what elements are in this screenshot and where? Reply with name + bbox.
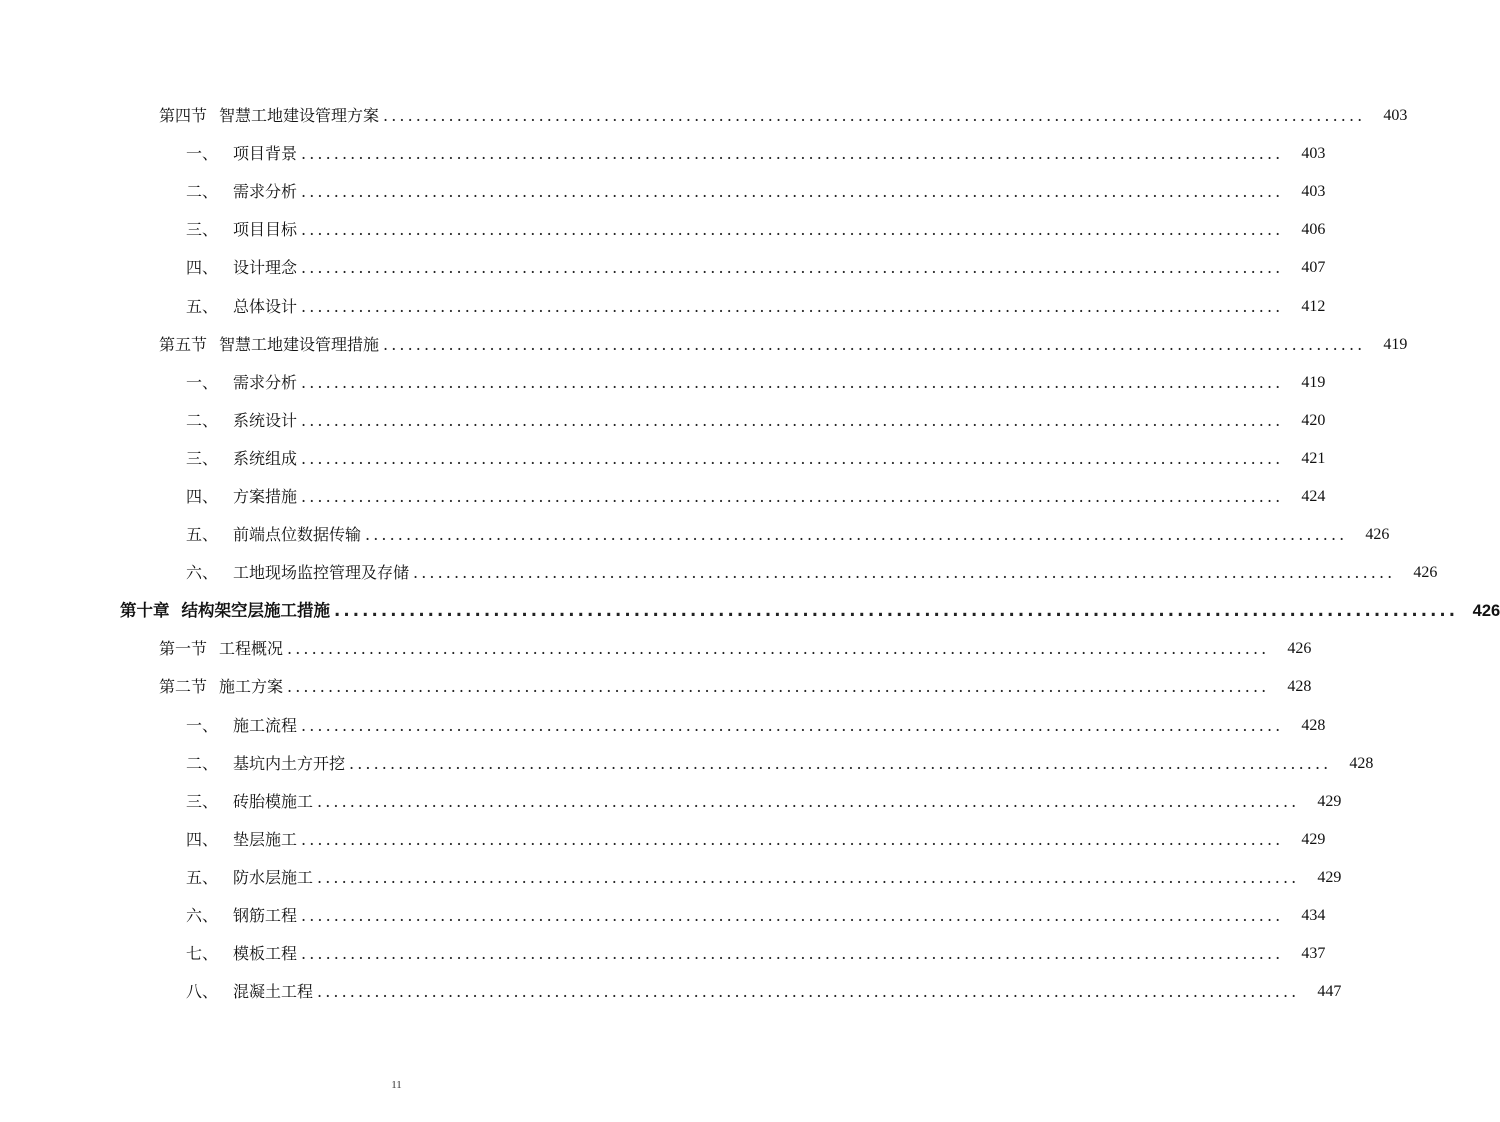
toc-entry-item[interactable]	[0, 897, 1326, 935]
dot-leader: ........................................................................................................................	[349, 753, 1332, 773]
toc-entry-title: 砖胎模施工	[233, 791, 314, 811]
toc-entry-item[interactable]	[0, 211, 1326, 249]
toc-entry-number: 一、	[186, 715, 219, 735]
toc-entry-title: 系统设计	[233, 410, 298, 430]
toc-entry-number: 五、	[186, 867, 219, 887]
toc-entry-label	[159, 108, 379, 124]
toc-entry-item[interactable]	[0, 440, 1326, 478]
toc-entry-item[interactable]	[0, 135, 1326, 173]
toc-entry-page: 429	[1317, 868, 1342, 886]
dot-leader: ........................................................................................................................	[301, 258, 1284, 278]
toc-entry-item[interactable]	[0, 287, 1326, 325]
toc-entry-title: 基坑内土方开挖	[233, 753, 346, 773]
toc-entry-title: 系统组成	[233, 448, 298, 468]
toc-entry-label	[186, 184, 297, 200]
toc-entry-label	[186, 448, 298, 468]
toc-entry-number: 六、	[186, 906, 219, 926]
dot-leader: ........................................................................................................................	[301, 220, 1284, 240]
toc-entry-item[interactable]	[0, 402, 1326, 440]
toc-entry-number: 一、	[186, 144, 219, 164]
toc-entry-title: 方案措施	[233, 486, 298, 506]
page-number: 11	[391, 1079, 402, 1091]
toc-entry-label	[186, 565, 409, 581]
toc-entry-label	[186, 486, 298, 506]
toc-entry-number: 三、	[186, 448, 219, 468]
toc-entry-item[interactable]	[0, 783, 1342, 821]
toc-entry-title: 施工方案	[219, 677, 284, 697]
dot-leader: ........................................................................................................................	[383, 334, 1366, 354]
toc-entry-label	[186, 829, 298, 849]
toc-entry-title: 智慧工地建设管理方案	[219, 106, 380, 126]
dot-leader: ........................................................................................................................	[365, 525, 1348, 545]
toc-entry-page: 437	[1301, 945, 1326, 963]
toc-entry-page: 428	[1287, 678, 1312, 696]
dot-leader: ........................................................................................................................	[301, 372, 1284, 392]
dot-leader: ........................................................................................................................	[301, 906, 1284, 926]
toc-entry-number: 一、	[186, 372, 219, 392]
toc-entry-label	[186, 146, 297, 162]
toc-entry-section[interactable]	[0, 668, 1312, 706]
dot-leader: ........................................................................................................................	[301, 144, 1284, 164]
dot-leader: ........................................................................................................................	[287, 639, 1270, 659]
toc-entry-label	[186, 946, 297, 962]
toc-entry-label	[186, 791, 314, 811]
toc-entry-page: 428	[1349, 754, 1374, 772]
toc-entry-page: 426	[1472, 602, 1500, 621]
toc-entry-item[interactable]	[0, 821, 1326, 859]
toc-entry-label	[186, 984, 313, 1000]
toc-entry-title: 智慧工地建设管理措施	[219, 334, 380, 354]
toc-entry-title: 钢筋工程	[233, 906, 298, 926]
toc-entry-title: 施工流程	[233, 715, 298, 735]
toc-entry-item[interactable]	[0, 935, 1326, 973]
toc-entry-item[interactable]	[0, 859, 1342, 897]
toc-entry-number: 四、	[186, 258, 219, 278]
toc-entry-title: 前端点位数据传输	[233, 525, 362, 545]
dot-leader: ........................................................................................................................	[301, 182, 1284, 202]
toc-entry-label	[120, 603, 330, 620]
toc-entry-label	[186, 908, 297, 924]
toc-entry-page: 419	[1383, 335, 1408, 353]
toc-entry-page: 421	[1301, 449, 1326, 467]
toc-entry-number: 二、	[186, 753, 219, 773]
toc-entry-number: 三、	[186, 791, 219, 811]
toc-entry-title: 模板工程	[233, 944, 298, 964]
toc-entry-number: 五、	[186, 296, 219, 316]
toc-entry-page: 406	[1301, 221, 1326, 239]
dot-leader: ........................................................................................................................	[301, 296, 1284, 316]
toc-entry-item[interactable]	[0, 707, 1326, 745]
toc-entry-item[interactable]	[0, 173, 1326, 211]
toc-entry-label	[186, 296, 298, 316]
dot-leader: ........................................................................................................................	[301, 944, 1284, 964]
dot-leader: ........................................................................................................................	[301, 410, 1284, 430]
toc-entry-number: 四、	[186, 486, 219, 506]
toc-entry-title: 总体设计	[233, 296, 298, 316]
toc-entry-page: 403	[1383, 107, 1408, 125]
toc-entry-title: 垫层施工	[233, 829, 298, 849]
toc-entry-label	[159, 679, 283, 695]
toc-entry-label	[159, 641, 283, 657]
toc-entry-number: 六、	[186, 563, 219, 583]
toc-entry-title: 防水层施工	[233, 867, 314, 887]
dot-leader: ........................................................................................................................	[301, 715, 1284, 735]
toc-entry-number: 三、	[186, 220, 219, 240]
dot-leader: ........................................................................................................................	[301, 486, 1284, 506]
toc-entry-chapter[interactable]	[0, 592, 1500, 630]
toc-entry-item[interactable]	[0, 516, 1390, 554]
toc-entry-number: 第一节	[159, 639, 208, 659]
toc-entry-label	[186, 527, 361, 543]
toc-entry-item[interactable]	[0, 478, 1326, 516]
toc-entry-label	[186, 372, 298, 392]
dot-leader: ........................................................................................................................	[287, 677, 1270, 697]
dot-leader: ........................................................................................................................	[301, 448, 1284, 468]
toc-entry-item[interactable]	[0, 249, 1326, 287]
toc-entry-page: 412	[1301, 297, 1326, 315]
toc-entry-number: 第五节	[159, 334, 208, 354]
toc-entry-number: 五、	[186, 525, 219, 545]
toc-entry-title: 设计理念	[233, 258, 298, 278]
toc-entry-label	[186, 715, 298, 735]
toc-entry-item[interactable]	[0, 554, 1438, 592]
toc-entry-label	[159, 334, 380, 354]
toc-entry-label	[186, 260, 297, 276]
toc-entry-number: 二、	[186, 182, 219, 202]
toc-entry-title: 需求分析	[233, 182, 298, 202]
toc-entry-title: 需求分析	[233, 372, 298, 392]
toc-entry-title: 项目目标	[233, 220, 298, 240]
toc-entry-page: 403	[1301, 145, 1326, 163]
toc-entry-label	[186, 410, 298, 430]
dot-leader: ........................................................................................................................	[413, 563, 1396, 583]
toc-entry-label	[186, 753, 346, 773]
toc-entry-title: 项目背景	[233, 144, 298, 164]
toc-entry-title: 混凝土工程	[233, 982, 314, 1002]
toc-entry-section[interactable]	[0, 326, 1408, 364]
dot-leader: ........................................................................................................................	[383, 106, 1366, 126]
dot-leader: ........................................................................................................................	[317, 791, 1300, 811]
toc-entry-page: 424	[1301, 487, 1326, 505]
toc-entry-number: 第二节	[159, 677, 208, 697]
toc-entry-number: 第十章	[120, 601, 170, 621]
toc-entry-label	[186, 867, 314, 887]
toc-entry-item[interactable]	[0, 973, 1342, 1011]
toc-entry-page: 426	[1287, 640, 1312, 658]
toc-entry-page: 403	[1301, 183, 1326, 201]
toc-entry-page: 419	[1301, 373, 1326, 391]
toc-entry-number: 八、	[186, 982, 219, 1002]
toc-entry-page: 429	[1301, 830, 1326, 848]
dot-leader: ........................................................................................................................	[301, 829, 1284, 849]
toc-entry-number: 二、	[186, 410, 219, 430]
toc-entry-title: 工程概况	[219, 639, 284, 659]
toc-entry-title: 工地现场监控管理及存储	[233, 563, 410, 583]
toc-entry-page: 428	[1301, 716, 1326, 734]
toc-entry-number: 七、	[186, 944, 219, 964]
toc-entry-page: 407	[1301, 259, 1326, 277]
toc-entry-number: 第四节	[159, 106, 208, 126]
toc-entry-page: 429	[1317, 792, 1342, 810]
toc-entry-page: 426	[1365, 526, 1390, 544]
toc-entry-page: 447	[1317, 983, 1342, 1001]
dot-leader: ........................................................................................................................	[317, 867, 1300, 887]
table-of-contents	[0, 97, 1500, 1011]
toc-entry-title: 结构架空层施工措施	[181, 601, 330, 621]
toc-entry-page: 420	[1301, 411, 1326, 429]
dot-leader: ........................................................................................................................	[334, 601, 1459, 621]
toc-entry-label	[186, 222, 297, 238]
toc-entry-item[interactable]	[0, 745, 1374, 783]
toc-entry-item[interactable]	[0, 364, 1326, 402]
toc-entry-page: 426	[1413, 564, 1438, 582]
toc-entry-number: 四、	[186, 829, 219, 849]
toc-entry-section[interactable]	[0, 97, 1408, 135]
dot-leader: ........................................................................................................................	[317, 982, 1300, 1002]
toc-entry-section[interactable]	[0, 630, 1312, 668]
toc-entry-page: 434	[1301, 907, 1326, 925]
